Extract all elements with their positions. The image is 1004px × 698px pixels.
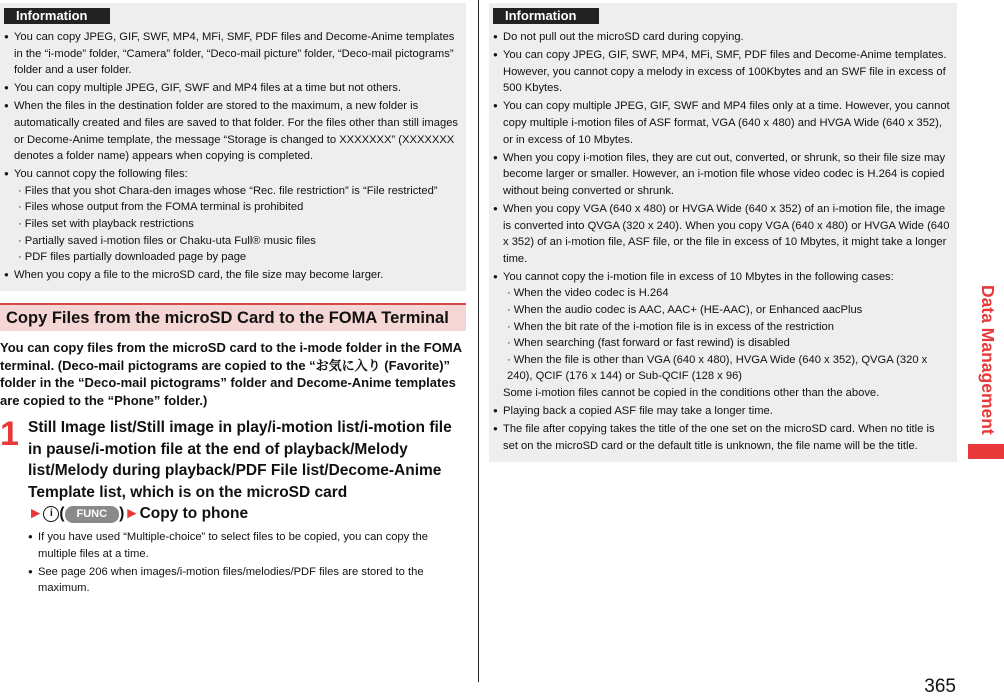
information-item: ● When the files in the destination folder are stored to the maximum, a new folder is automatically created and files are saved to that folder. For the files other than still images or Decome-Anime template, the message “Storage is changed to XXXXXXX” (XXXXXXX denotes a folder name) appears when copying is completed. <box>4 98 460 164</box>
right-column <box>489 3 957 462</box>
cannot-copy-item: · Files whose output from the FOMA terminal is prohibited <box>18 199 460 216</box>
information-item: ● When you copy i-motion files, they are cut out, converted, or shrunk, so their file size may become larger or smaller. However, an i-motion file whose video codec is H.264 is copied without being converted or shrunk. <box>493 150 951 200</box>
side-tab-label: Data Management <box>978 285 998 435</box>
arrow-icon: ► <box>28 505 44 523</box>
section-intro: You can copy files from the microSD card to the i-mode folder in the FOMA terminal. (Deco-mail pictograms are copied to the “お気に入り (Favorite)” folder in the “Deco-mail pictograms” folder and Decome-Anime templates are copied to the “Phone” folder.) <box>0 340 462 408</box>
step-action: Copy to phone <box>139 505 249 523</box>
information-item: ● The file after copying takes the title of the one set on the microSD card. When no title is set on the microSD card or the default title is unknown, the file name will be the title. <box>493 421 951 454</box>
information-list <box>493 29 951 454</box>
information-item: ● Playing back a copied ASF file may take a longer time. <box>493 403 951 420</box>
case-item: · When the bit rate of the i-motion file is in excess of the restriction <box>507 319 951 336</box>
step-number: 1 <box>0 415 19 454</box>
cannot-copy-item: · PDF files partially downloaded page by page <box>18 249 460 266</box>
imode-key-icon: i <box>43 506 59 522</box>
cannot-copy-item: · Files set with playback restrictions <box>18 216 460 233</box>
information-item: ● Do not pull out the microSD card during copying. <box>493 29 951 46</box>
case-item: · When the file is other than VGA (640 x 480), HVGA Wide (640 x 352), QVGA (320 x 240), QCIF (176 x 144) or Sub-QCIF (128 x 96) <box>507 352 951 385</box>
cases-list <box>503 285 951 385</box>
information-item <box>4 166 460 266</box>
func-key-icon: FUNC <box>65 506 120 523</box>
information-item: ● When you copy VGA (640 x 480) or HVGA Wide (640 x 352) of an i-motion file, the image is converted into QVGA (320 x 240). When you copy VGA (640 x 480) or HVGA Wide (640 x 352) of an i-motion file, ASF file, or the file in excess of 10 Mbytes, it might take a longer time. <box>493 201 951 267</box>
step-1 <box>0 417 466 596</box>
step-target: Still Image list/Still image in play/i-motion list/i-motion file in pause/i-motion file at the end of playback/Melody list/Melody during playback/PDF File list/Decome-Anime Template list, which is on the microSD card <box>28 419 452 501</box>
information-item: ● You can copy JPEG, GIF, SWF, MP4, MFi, SMF, PDF files and Decome-Anime templates. However, you cannot copy a melody in excess of 100Kbytes and an SWF file in excess of 500 Kbytes. <box>493 47 951 97</box>
step-notes <box>28 529 466 597</box>
cannot-copy-list <box>14 183 460 266</box>
step-instruction: Still Image list/Still image in play/i-motion list/i-motion file in pause/i-motion file at the end of playback/Melody list/Melody during playback/PDF File list/Decome-Anime Template list, which is on the microSD card ► i ( FUNC )►Copy to phone <box>28 419 452 523</box>
information-label: Information <box>4 8 110 24</box>
left-column <box>0 3 466 598</box>
section-title: Copy Files from the microSD Card to the FOMA Terminal <box>0 303 466 331</box>
arrow-icon: ► <box>124 505 140 523</box>
cases-note: Some i-motion files cannot be copied in the conditions other than the above. <box>503 386 880 399</box>
column-divider <box>478 0 479 682</box>
cannot-copy-item: · Files that you shot Chara-den images whose “Rec. file restriction” is “File restricted” <box>18 183 460 200</box>
information-item: ● When you copy a file to the microSD card, the file size may become larger. <box>4 267 460 284</box>
information-item: ● You can copy multiple JPEG, GIF, SWF and MP4 files only at a time. However, you cannot copy multiple i-motion files of ASF format, VGA (640 x 480) and HVGA Wide (640 x 352), or in excess of 10 Mbytes. <box>493 98 951 148</box>
page-number: 365 <box>924 676 956 697</box>
information-box <box>489 3 957 462</box>
information-item: ● You can copy multiple JPEG, GIF, SWF and MP4 files at a time but not others. <box>4 80 460 97</box>
information-label: Information <box>493 8 599 24</box>
cases-heading: You cannot copy the i-motion file in excess of 10 Mbytes in the following cases: <box>503 270 894 283</box>
information-list <box>4 29 460 284</box>
case-item: · When the video codec is H.264 <box>507 285 951 302</box>
cannot-copy-heading: You cannot copy the following files: <box>14 168 188 181</box>
case-item: · When searching (fast forward or fast rewind) is disabled <box>507 335 951 352</box>
case-item: · When the audio codec is AAC, AAC+ (HE-AAC), or Enhanced aacPlus <box>507 302 951 319</box>
side-tab-marker <box>968 444 1004 459</box>
information-box <box>0 3 466 291</box>
step-note: ● If you have used “Multiple-choice” to select files to be copied, you can copy the multiple files at a time. <box>28 529 466 562</box>
information-item <box>493 269 951 402</box>
cannot-copy-item: · Partially saved i-motion files or Chaku-uta Full® music files <box>18 233 460 250</box>
step-note: ● See page 206 when images/i-motion files/melodies/PDF files are stored to the maximum. <box>28 564 466 597</box>
information-item: ● You can copy JPEG, GIF, SWF, MP4, MFi, SMF, PDF files and Decome-Anime templates in the “i-mode” folder, “Camera” folder, “Deco-mail picture” folder, “Deco-mail pictograms” folder and a user folder. <box>4 29 460 79</box>
